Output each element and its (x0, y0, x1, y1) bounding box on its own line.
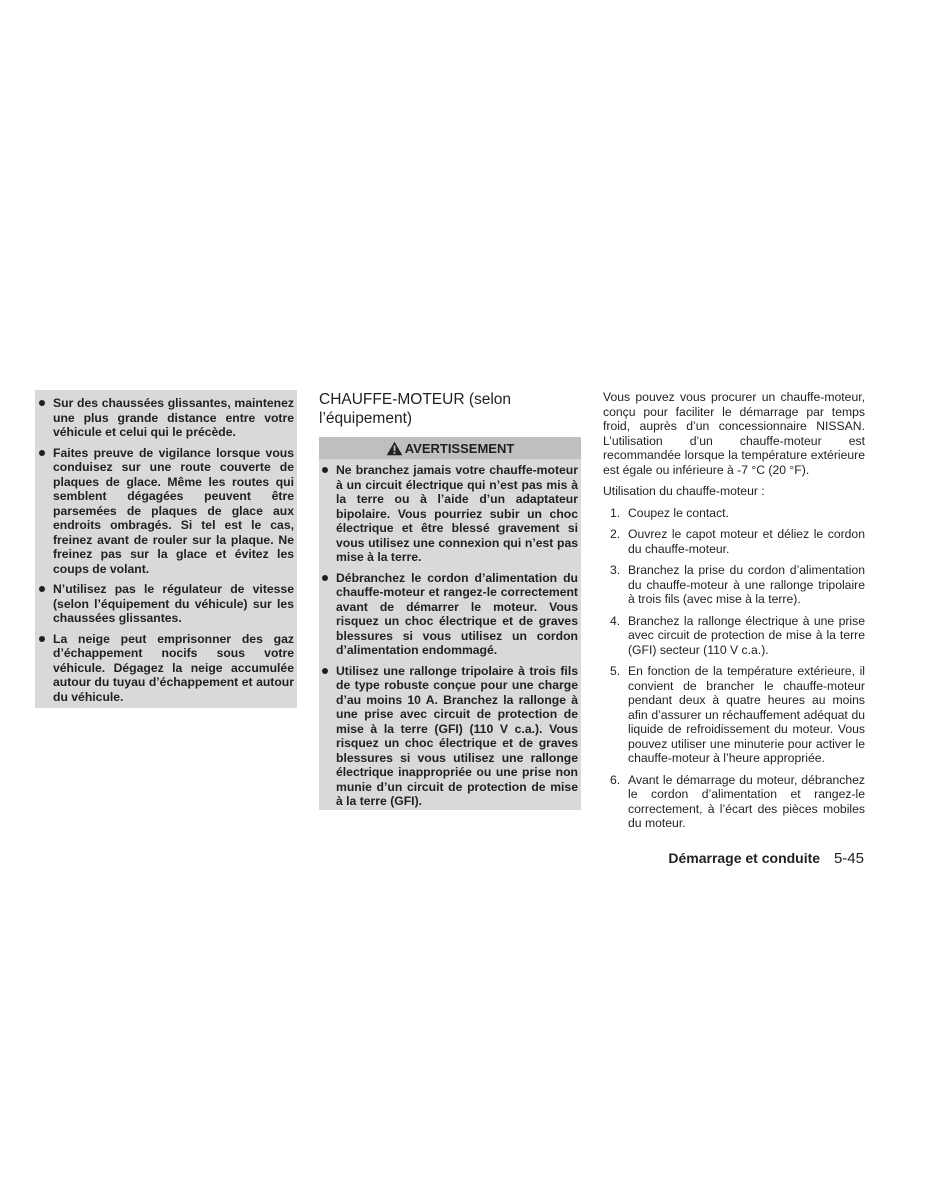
caution-box (35, 390, 297, 708)
warning-item (322, 463, 578, 565)
usage-heading: Utilisation du chauffe-moteur : (603, 484, 765, 498)
step-number: 3. (610, 563, 621, 577)
step-text: Branchez la rallonge électrique à une prise avec circuit de protection de mise à la terre (GFI) secteur (110 V c.a.). (628, 613, 865, 657)
step-text: Ouvrez le capot moteur et déliez le cordon du chauffe-moteur. (628, 527, 865, 556)
warning-item (322, 664, 578, 809)
page-number: 5-45 (833, 850, 864, 867)
step-text: Branchez la prise du cordon d’alimentation du chauffe-moteur à une rallonge tripolaire à trois fils (avec mise à la terre). (628, 563, 865, 606)
page-footer (668, 849, 864, 868)
warning-item (322, 571, 578, 658)
step-text: Coupez le contact. (628, 505, 729, 520)
caution-item-text: Faites preuve de vigilance lorsque vous conduisez sur une route couverte de plaques de glace. Même les routes qui semblent dégagées peuvent être parsemées de plaques de glace aux endroits ombragés. Si tel est le cas, freinez avant de rouler sur la plaque. Ne freinez pas sur la glace et évitez les coups de volant. (53, 445, 294, 576)
caution-item-text: La neige peut emprisonner des gaz d’échappement nocifs sous votre véhicule. Dégagez la neige accumulée autour du tuyau d’échappement et autour du véhicule. (53, 631, 294, 704)
section-title: CHAUFFE-MOTEUR (selon l’équipement) (319, 391, 512, 427)
warning-box (319, 437, 581, 810)
bullet-icon (39, 586, 45, 592)
step-item (603, 773, 865, 831)
bullet-icon (39, 636, 45, 642)
caution-item (39, 632, 294, 705)
step-number: 5. (610, 664, 621, 678)
steps-list (603, 506, 865, 831)
caution-item-text: Sur des chaussées glissantes, maintenez une plus grande distance entre votre véhicule et celui qui le précède. (53, 396, 294, 439)
warning-item-text: Utilisez une rallonge tripolaire à trois fils de type robuste conçue pour une charge d’au moins 10 A. Branchez la rallonge à une prise avec circuit de protection de mise à la terre (GFI) (110 V c.a.). Vous risquez un choc électrique et de graves blessures si vous utilisez une rallonge électrique inappropriée ou une prise non munie d’un circuit de protection de mise à la terre (GFI). (336, 663, 578, 808)
instructions-column (603, 390, 865, 838)
caution-item (39, 396, 294, 440)
intro-paragraph: Vous pouvez vous procurer un chauffe-moteur, conçu pour faciliter le démarrage par temps froid, auprès d’un concessionnaire NISSAN. L’utilisation d’un chauffe-moteur est recommandée lorsque la température extérieure est égale ou inférieure à -7 °C (20 °F). (603, 390, 865, 477)
step-item (603, 506, 865, 521)
caution-item (39, 582, 294, 626)
step-text: En fonction de la température extérieure, il convient de brancher le chauffe-moteur pendant deux à quatre heures au moins afin d’assurer un réchauffement adéquat du liquide de refroidissement du moteur. Vous pouvez utiliser une minuterie pour activer le chauffe-moteur à l’heure appropriée. (628, 664, 865, 765)
bullet-icon (39, 400, 45, 406)
caution-list (39, 396, 294, 704)
step-item (603, 614, 865, 658)
bullet-icon (39, 450, 45, 456)
bullet-icon (322, 467, 328, 473)
step-number: 6. (610, 772, 621, 787)
warning-item-text: Ne branchez jamais votre chauffe-moteur à un circuit électrique qui n’est pas mis à la terre ou à l’aide d’un adaptateur bipolaire. Vous pourriez subir un choc électrique et être blessé gravement si vous utilisez une connexion qui n’est pas mise à la terre. (336, 463, 578, 564)
step-number: 2. (610, 527, 621, 541)
caution-item (39, 446, 294, 577)
step-item (603, 527, 865, 556)
step-item (603, 563, 865, 607)
warning-list (322, 463, 578, 809)
step-text: Avant le démarrage du moteur, débranchez le cordon d’alimentation et rangez-le correctement, à l’écart des pièces mobiles du moteur. (628, 772, 865, 830)
bullet-icon (322, 575, 328, 581)
warning-triangle-icon (386, 441, 403, 456)
bullet-icon (322, 668, 328, 674)
warning-header (319, 437, 581, 459)
step-number: 1. (610, 505, 621, 520)
warning-item-text: Débranchez le cordon d’alimentation du chauffe-moteur et rangez-le correctement avant de démarrer le moteur. Vous risquez un choc électrique et de graves blessures si vous utilisez un cordon d’alimentation endommagé. (336, 570, 578, 657)
caution-item-text: N’utilisez pas le régulateur de vitesse (selon l’équipement du véhicule) sur les chaussées glissantes. (53, 582, 294, 625)
footer-section-name: Démarrage et conduite (668, 850, 821, 866)
warning-body (319, 459, 581, 809)
warning-title: AVERTISSEMENT (404, 440, 515, 456)
step-number: 4. (610, 613, 621, 628)
step-item (603, 664, 865, 766)
